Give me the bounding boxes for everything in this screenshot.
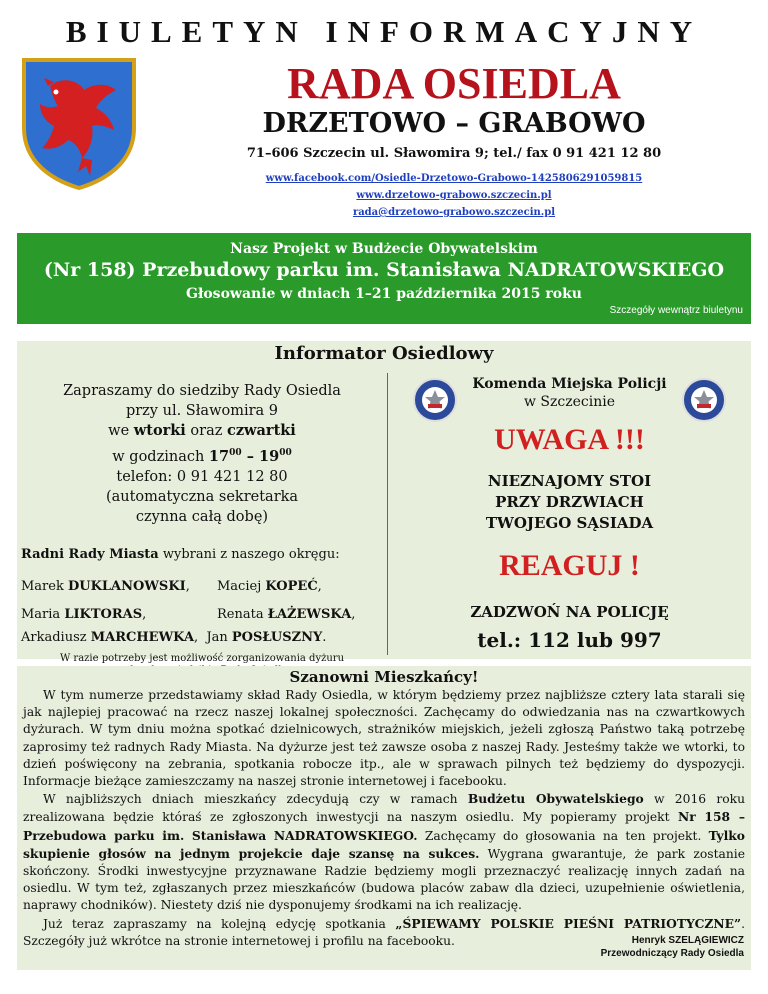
- letter-title: Szanowni Mieszkańcy!: [289, 668, 479, 686]
- email-link[interactable]: rada@drzetowo-grabowo.szczecin.pl: [352, 207, 556, 218]
- project-intro: Nasz Projekt w Budżecie Obywatelskim: [230, 241, 538, 257]
- letter-paragraph: Już teraz zapraszamy na kolejną edycję spotkania „ŚPIEWAMY POLSKIE PIEŚNI PATRIOTYCZNE”. Szczegóły już wkrótce na stronie internetowej i profilu na facebooku.: [23, 915, 745, 948]
- duty-note: W razie potrzeby jest możliwość zorganizowania dyżuru: [59, 653, 345, 664]
- letter-paragraph: W tym numerze przedstawiamy skład Rady Osiedla, w którym będziemy przez najbliższe cztery lata starali się jak najlepiej pracować na rzecz naszej lokalnej społeczności. Zachęcamy do odwiedzania nas na czwartkowych dyżurach. W tym dniu można spotkać dzielnicowych, strażników miejskich, jeżeli zgłoszą Państwo taką potrzebę zaprosimy też radnych Rady Miasta. Na dyżurze jest też zawsze osoba z naszej Rady. Jesteśmy także we wtorki, to dzień poświęcony na zebrania, spotkania robocze itp., ale w sprawach pilnych też będziemy do dyspozycji. Informacje bieżące zamieszczamy na naszej stronie internetowej i facebooku.: [23, 688, 745, 789]
- project-banner: [17, 233, 751, 324]
- informator-panel: [17, 341, 751, 664]
- councillors-heading: Radni Rady Miasta wybrani z naszego okręgu:: [21, 547, 340, 562]
- councillor-name: Maria LIKTORAS,: [21, 607, 147, 622]
- estate-name: DRZETOWO – GRABOWO: [262, 108, 646, 139]
- website-link[interactable]: www.drzetowo-grabowo.szczecin.pl: [356, 190, 552, 201]
- address-line: 71–606 Szczecin ul. Sławomira 9; tel./ fax 0 91 421 12 80: [246, 146, 662, 161]
- project-title: (Nr 158) Przebudowy parku im. Stanisława NADRATOWSKIEGO: [43, 259, 725, 281]
- masthead: [0, 0, 768, 230]
- police-subtitle: w Szczecinie: [524, 394, 615, 410]
- warning-text: NIEZNAJOMY STOI PRZY DRZWIACH TWOJEGO SĄSIADA: [485, 472, 654, 532]
- call-police-text: ZADZWOŃ NA POLICJĘ: [470, 603, 669, 621]
- letter-panel: [17, 666, 751, 970]
- councillor-name: Maciej KOPEĆ,: [217, 579, 322, 594]
- contact-links: [0, 170, 768, 221]
- police-title: Komenda Miejska Policji: [472, 376, 667, 392]
- react-heading: REAGUJ !: [499, 549, 640, 582]
- councillor-name: Marek DUKLANOWSKI,: [21, 579, 190, 594]
- facebook-link[interactable]: www.facebook.com/Osiedle-Drzetowo-Grabowo-1425806291059815: [265, 173, 643, 184]
- signature: Henryk SZELĄGIEWICZ Przewodniczący Rady Osiedla: [600, 935, 744, 959]
- newsletter-label: BIULETYN INFORMACYJNY: [65, 14, 703, 49]
- letter-paragraph: W najbliższych dniach mieszkańcy zdecydują czy w ramach Budżetu Obywatelskiego w 2016 roku zrealizowana będzie któraś ze zgłoszonych inwestycji na naszym osiedlu. My popieramy projekt Nr 158 – Przebudowa parku im. Stanisława NADRATOWSKIEGO. Zachęcamy do głosowania na ten projekt. Tylko skupienie głosów na jednym projekcie daje szansę na sukces. Wygrana gwarantuje, że park zostanie skończony. Środki inwestycyjne przyznawane Radzie będziemy mogli przeznaczyć realizację innych zadań na osiedlu. W tym też, zgłaszanych przez mieszkańców (budowa placów zabaw dla dzieci, uzupełnienie oświetlenia, naprawy chodników). Niestety dziś nie dysponujemy środkami na ich realizację.: [23, 791, 745, 913]
- councillors-list: [21, 573, 381, 645]
- emergency-phone: tel.: 112 lub 997: [477, 628, 662, 652]
- council-title: RADA OSIEDLA: [287, 59, 621, 108]
- councillor-name-row: Arkadiusz MARCHEWKA, Jan POSŁUSZNY.: [21, 630, 327, 645]
- office-hours-text: Zapraszamy do siedziby Rady Osiedla przy ul. Sławomira 9 we wtorki oraz czwartki w godzinach $17^{00} - 19^{00}$ telefon: 0 91 421 12 80 (automatyczna sekretarka czynna całą dobę): [63, 383, 341, 525]
- details-note: Szczegóły wewnątrz biuletynu: [609, 305, 743, 316]
- informator-title: Informator Osiedlowy: [274, 343, 494, 364]
- voting-dates: Głosowanie w dniach 1–21 października 2015 roku: [186, 286, 582, 302]
- office-info: [17, 375, 387, 664]
- letter-body: [23, 687, 745, 950]
- warning-heading: UWAGA !!!: [494, 423, 645, 456]
- councillor-name: Renata ŁAŻEWSKA,: [217, 607, 356, 622]
